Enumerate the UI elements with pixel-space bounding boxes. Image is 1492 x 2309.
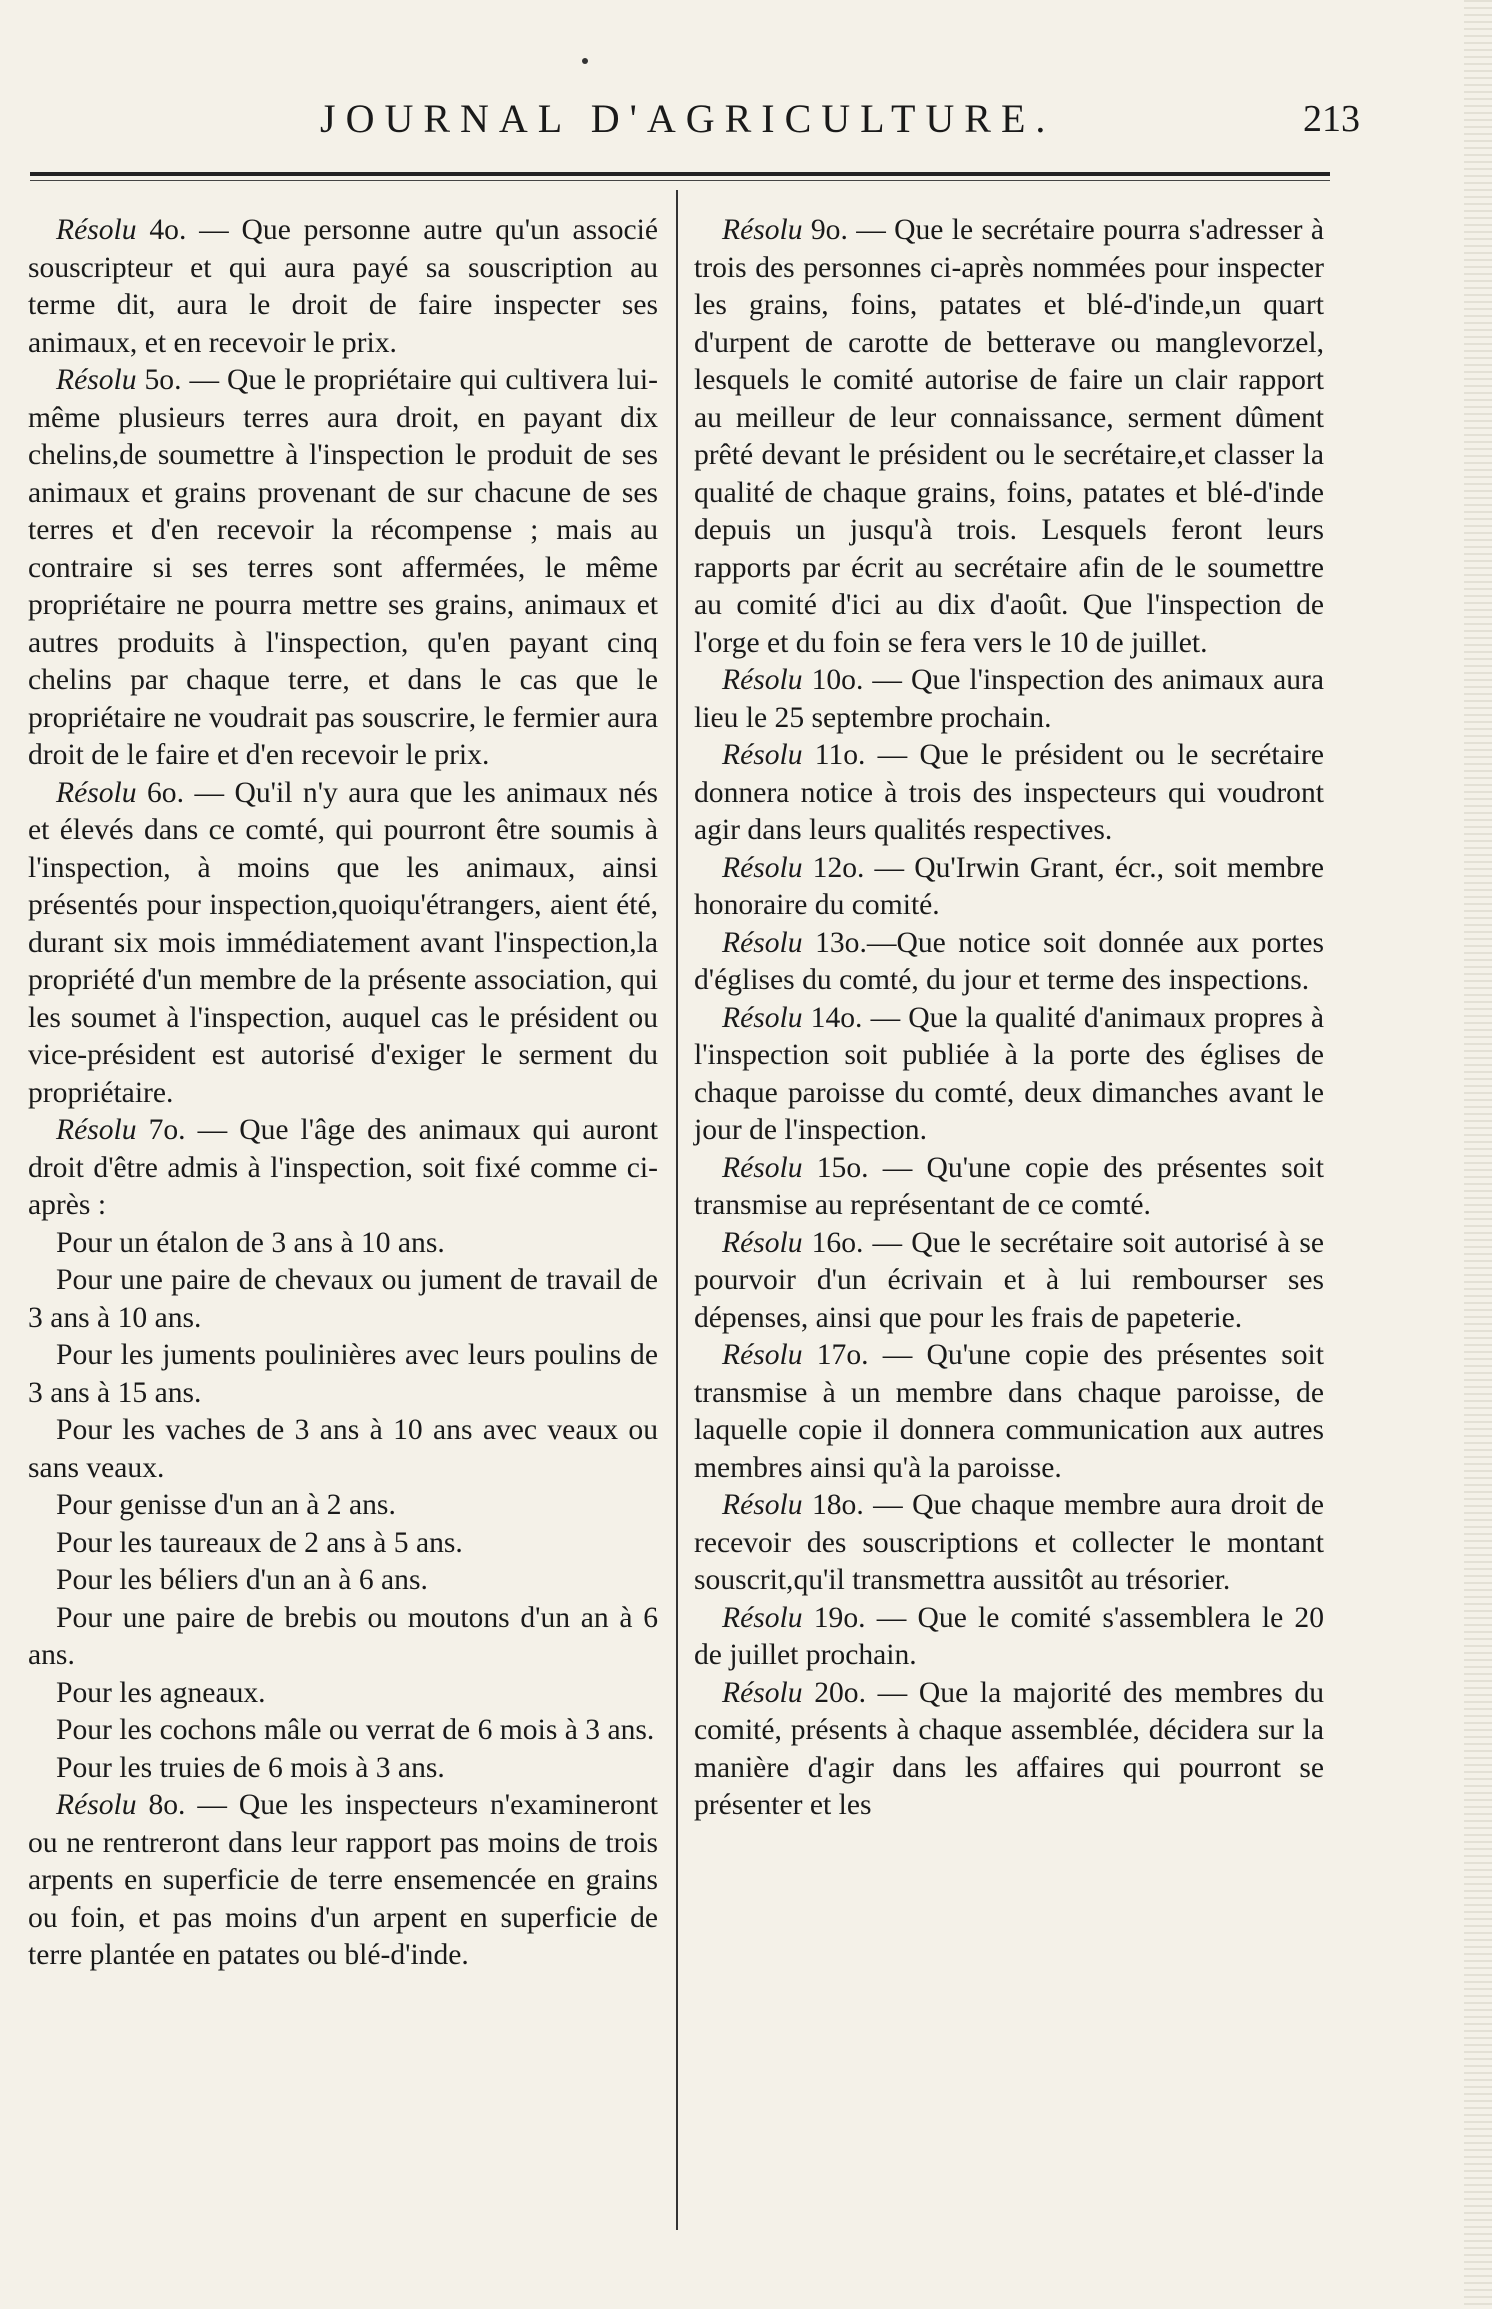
resolution-text: 7o. — Que l'âge des animaux qui auront droit d'être admis à l'inspection, soit fixé comme ci-après : <box>28 1114 658 1221</box>
resolution-lead: Résolu <box>722 1151 803 1184</box>
resolution-lead: Résolu <box>56 776 137 809</box>
age-list-item: Pour les cochons mâle ou verrat de 6 mois à 3 ans. <box>56 1714 655 1746</box>
age-list-item: Pour les taureaux de 2 ans à 5 ans. <box>56 1526 463 1559</box>
resolution-lead: Résolu <box>722 1489 803 1521</box>
resolution-text: 17o. — Qu'une copie des présentes soit transmise à un membre dans chaque paroisse, de laquelle copie il donnera communication aux autres membres ainsi qu'à la paroisse. <box>694 1339 1324 1484</box>
printer-mark <box>582 58 588 64</box>
resolution-paragraph <box>694 1337 1324 1487</box>
resolution-lead: Résolu <box>722 1339 803 1371</box>
resolution-paragraph <box>694 1600 1324 1675</box>
resolution-text: 16o. — Que le secrétaire soit autorisé à se pourvoir d'un écrivain et à lui rembourser ses dépenses, ainsi que pour les frais de papeterie. <box>694 1226 1324 1334</box>
resolution-paragraph <box>694 850 1324 925</box>
age-list-item: Pour les truies de 6 mois à 3 ans. <box>56 1751 445 1784</box>
resolution-paragraph <box>28 775 658 1113</box>
resolution-paragraph <box>28 362 658 775</box>
resolution-lead: Résolu <box>56 1789 137 1821</box>
resolution-lead: Résolu <box>722 1601 803 1634</box>
resolution-text: 8o. — Que les inspecteurs n'examineront ou ne rentreront dans leur rapport pas moins de trois arpents en superficie de terre ensemencée en grains ou foin, et pas moins d'un arpent en superficie de terre plantée en patates ou blé-d'inde. <box>28 1789 658 1971</box>
resolution-lead: Résolu <box>722 1226 803 1259</box>
resolution-paragraph <box>694 662 1324 737</box>
resolution-lead: Résolu <box>722 214 803 246</box>
age-list-item: Pour les béliers d'un an à 6 ans. <box>56 1564 428 1596</box>
resolution-lead: Résolu <box>722 664 803 696</box>
resolution-paragraph <box>694 1000 1324 1150</box>
resolution-lead: Résolu <box>722 1001 803 1034</box>
resolution-paragraph <box>694 1487 1324 1600</box>
resolution-paragraph <box>28 1112 658 1225</box>
resolution-text: 13o.—Que notice soit donnée aux portes d'églises du comté, du jour et terme des inspections. <box>694 926 1324 996</box>
resolution-paragraph <box>28 212 658 362</box>
resolution-paragraph <box>28 1787 658 1975</box>
resolution-text: 18o. — Que chaque membre aura droit de recevoir des souscriptions et collecter le montant souscrit,qu'il transmettra aussitôt au trésorier. <box>694 1489 1324 1596</box>
resolution-paragraph <box>694 1675 1324 1825</box>
resolution-lead: Résolu <box>56 214 137 246</box>
resolution-lead: Résolu <box>722 1676 803 1709</box>
left-column <box>28 212 658 1975</box>
right-column <box>694 212 1324 1825</box>
resolution-text: 4o. — Que personne autre qu'un associé souscripteur et qui aura payé sa souscription au terme dit, aura le droit de faire inspecter ses animaux, et en recevoir le prix. <box>28 214 658 359</box>
page-header <box>30 95 1360 145</box>
header-rule-thin <box>30 180 1330 181</box>
age-list-item: Pour une paire de brebis ou moutons d'un an à 6 ans. <box>28 1601 658 1671</box>
resolution-paragraph <box>694 737 1324 850</box>
resolution-lead: Résolu <box>722 739 803 771</box>
resolution-text: 10o. — Que l'inspection des animaux aura lieu le 25 septembre prochain. <box>694 664 1324 734</box>
resolution-text: 20o. — Que la majorité des membres du comité, présents à chaque assemblée, décidera sur la manière d'agir dans les affaires qui pourront se présenter et les <box>694 1676 1324 1821</box>
header-rule-thick <box>30 172 1330 176</box>
page-edge-texture <box>1464 0 1492 2309</box>
resolution-lead: Résolu <box>56 364 137 396</box>
resolution-paragraph <box>694 1225 1324 1338</box>
column-divider <box>676 190 678 2230</box>
resolution-lead: Résolu <box>722 926 803 959</box>
running-title: JOURNAL D'AGRICULTURE. <box>320 96 1056 141</box>
resolution-text: 6o. — Qu'il n'y aura que les animaux nés et élevés dans ce comté, qui pourront être soumis à l'inspection, à moins que les animaux, ainsi présentés pour inspection,quoiqu'étrangers, aient été, durant six mois immédiatement avant l'inspection,la propriété d'un membre de la présente association, qui les soumet à l'inspection, auquel cas le président ou vice-président est autorisé d'exiger le serment du propriétaire. <box>28 776 658 1109</box>
resolution-text: 19o. — Que le comité s'assemblera le 20 de juillet prochain. <box>694 1601 1324 1671</box>
resolution-paragraph <box>694 212 1324 662</box>
resolution-paragraph <box>694 1150 1324 1225</box>
age-list-item: Pour genisse d'un an à 2 ans. <box>56 1489 396 1521</box>
resolution-text: 11o. — Que le président ou le secrétaire donnera notice à trois des inspecteurs qui voudront agir dans leurs qualités respectives. <box>694 739 1324 846</box>
resolution-text: 12o. — Qu'Irwin Grant, écr., soit membre honoraire du comité. <box>694 851 1324 921</box>
resolution-paragraph <box>694 925 1324 1000</box>
page-number: 213 <box>1303 98 1360 140</box>
age-list-item: Pour les vaches de 3 ans à 10 ans avec veaux ou sans veaux. <box>28 1414 658 1484</box>
age-list-item: Pour une paire de chevaux ou jument de travail de 3 ans à 10 ans. <box>28 1264 658 1334</box>
age-list-item: Pour les agneaux. <box>56 1676 266 1709</box>
resolution-text: 5o. — Que le propriétaire qui cultivera lui-même plusieurs terres aura droit, en payant dix chelins,de soumettre à l'inspection le produit de ses animaux et grains provenant de sur chacune de ses terres et d'en recevoir la récompense ; mais au contraire si ses terres sont affermées, le même propriétaire ne pourra mettre ses grains, animaux et autres produits à l'inspection, qu'en payant cinq chelins par chaque terre, et dans le cas que le propriétaire ne voudrait pas souscrire, le fermier aura droit de le faire et d'en recevoir le prix. <box>28 364 658 771</box>
age-list-item: Pour un étalon de 3 ans à 10 ans. <box>56 1226 445 1259</box>
resolution-text: 15o. — Qu'une copie des présentes soit transmise au représentant de ce comté. <box>694 1151 1324 1221</box>
resolution-lead: Résolu <box>722 851 803 884</box>
resolution-text: 9o. — Que le secrétaire pourra s'adresser à trois des personnes ci-après nommées pour inspecter les grains, foins, patates et blé-d'inde,un quart d'urpent de carotte de betterave ou manglevorzel, lesquels le comité autorise de faire un clair rapport au meilleur de leur connaissance, serment dûment prêté devant le président ou le secrétaire,et classer la qualité de chaque grains, foins, patates et blé-d'inde depuis un jusqu'à trois. Lesquels feront leurs rapports par écrit au secrétaire afin de le soumettre au comité d'ici au dix d'août. Que l'inspection de l'orge et du foin se fera vers le 10 de juillet. <box>694 214 1324 659</box>
resolution-lead: Résolu <box>56 1114 137 1146</box>
resolution-text: 14o. — Que la qualité d'animaux propres à l'inspection soit publiée à la porte des églises de chaque paroisse du comté, deux dimanches avant le jour de l'inspection. <box>694 1001 1324 1146</box>
age-list-item: Pour les juments poulinières avec leurs poulins de 3 ans à 15 ans. <box>28 1339 658 1409</box>
